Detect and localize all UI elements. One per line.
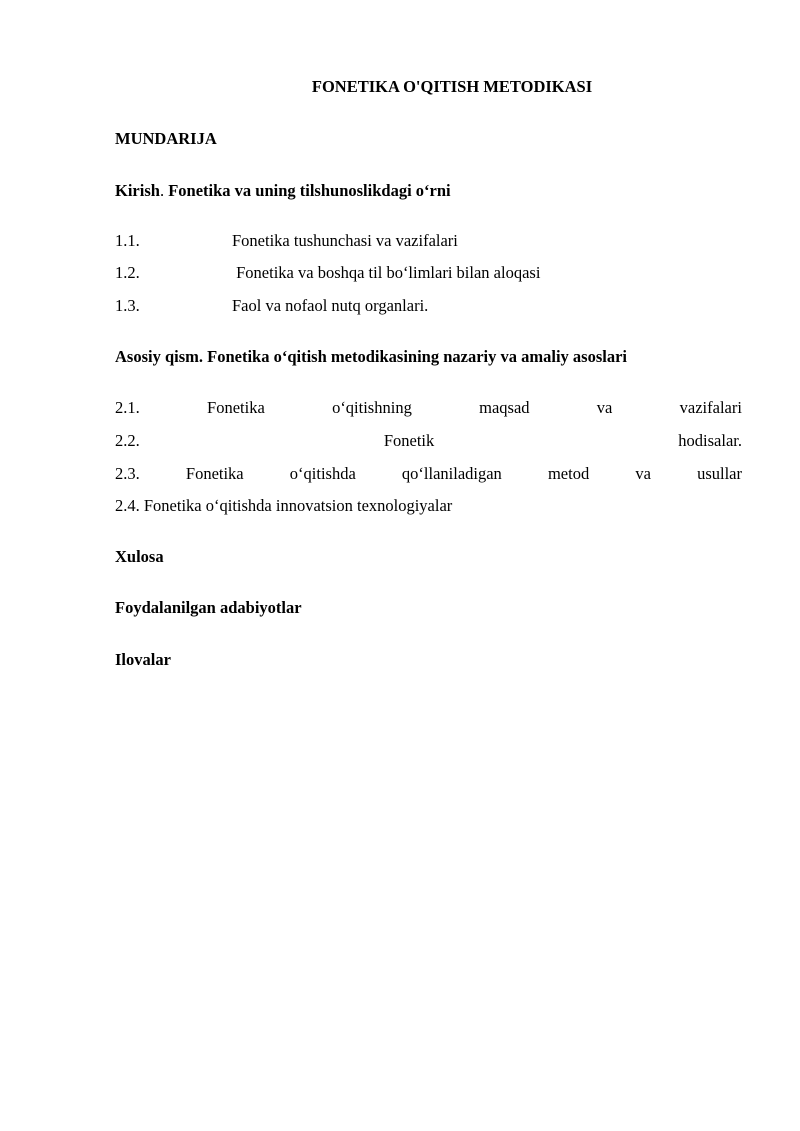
toc-item-text: Fonetika va boshqa til bo‘limlari bilan aloqasi xyxy=(232,263,541,282)
toc-word: 2.3. xyxy=(115,464,140,483)
toc-item-1-2 xyxy=(115,263,742,283)
toc-word: 2.1. xyxy=(115,398,140,417)
intro-separator: . xyxy=(159,181,165,200)
conclusion-heading: Xulosa xyxy=(115,547,164,566)
document-title: FONETIKA O'QITISH METODIKASI xyxy=(311,77,593,96)
toc-word: metod xyxy=(547,464,590,483)
toc-word: qo‘llaniladigan xyxy=(401,464,502,483)
toc-item-number: 1.2. xyxy=(115,263,140,282)
toc-word: va xyxy=(635,464,651,483)
toc-item-2-4: 2.4. Fonetika o‘qitishda innovatsion texnologiyalar xyxy=(115,496,453,515)
main-part-heading: Asosiy qism. Fonetika o‘qitish metodikasining nazariy va amaliy asoslari xyxy=(115,347,628,366)
toc-item-2-1 xyxy=(115,398,742,418)
toc-word: o‘qitishning xyxy=(332,398,412,417)
toc-word: hodisalar. xyxy=(678,431,742,450)
toc-word: 2.2. xyxy=(115,431,140,450)
toc-word: va xyxy=(596,398,613,417)
references-heading: Foydalanilgan adabiyotlar xyxy=(115,598,302,617)
toc-item-number: 1.3. xyxy=(115,296,140,315)
toc-word: Fonetika xyxy=(207,398,265,417)
toc-word: maqsad xyxy=(479,398,530,417)
toc-item-2-2 xyxy=(115,431,742,451)
toc-item-1-1 xyxy=(115,231,742,251)
toc-word: usullar xyxy=(697,464,742,483)
toc-item-1-3 xyxy=(115,296,742,316)
intro-title: Fonetika va uning tilshunoslikdagi o‘rni xyxy=(164,181,451,200)
toc-word: Fonetik xyxy=(383,431,435,450)
toc-item-2-3 xyxy=(115,464,742,484)
toc-item-number: 1.1. xyxy=(115,231,140,250)
toc-item-text: Fonetika tushunchasi va vazifalari xyxy=(232,231,458,250)
intro-label: Kirish xyxy=(115,181,160,200)
toc-word: o‘qitishda xyxy=(289,464,356,483)
appendices-heading: Ilovalar xyxy=(115,650,171,669)
toc-word: Fonetika xyxy=(185,464,244,483)
toc-word: vazifalari xyxy=(679,398,742,417)
intro-heading xyxy=(115,181,742,201)
toc-item-text: Faol va nofaol nutq organlari. xyxy=(232,296,429,315)
contents-heading: MUNDARIJA xyxy=(115,129,217,148)
